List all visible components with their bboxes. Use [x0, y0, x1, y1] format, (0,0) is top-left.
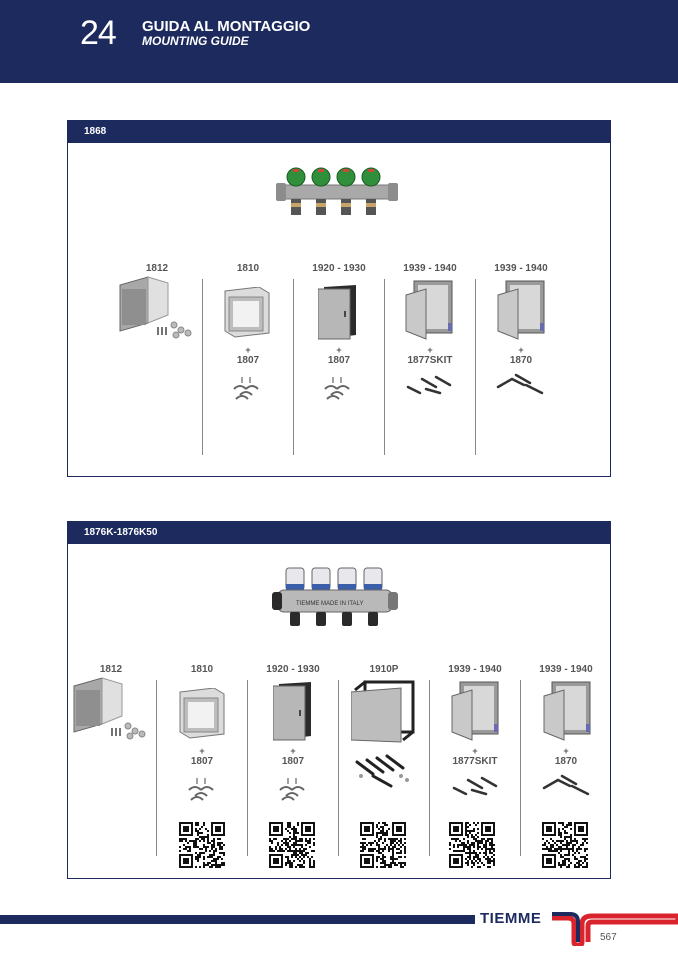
- accessory-label: 1807: [236, 355, 260, 366]
- brand-logo: TIEMME: [480, 910, 542, 927]
- page-header: [0, 0, 678, 83]
- column-label: 1939 - 1940: [539, 664, 593, 675]
- brackets-1877skit-image: [406, 375, 452, 395]
- accessory-label: 1877SKIT: [452, 756, 498, 767]
- box-1939-1940-image: [450, 680, 502, 742]
- accessory-label: 1807: [327, 355, 351, 366]
- qr-code-icon[interactable]: [179, 822, 225, 868]
- column-label: 1810: [236, 263, 260, 274]
- box-1812-image: [72, 676, 152, 742]
- column-divider: [429, 680, 430, 856]
- column-label: 1939 - 1940: [448, 664, 502, 675]
- column-label: 1812: [145, 263, 169, 274]
- qr-code-icon[interactable]: [542, 822, 588, 868]
- brackets-1807-image: [232, 375, 264, 403]
- column-divider: [338, 680, 339, 856]
- box-1920-1930-image: [318, 285, 358, 341]
- brackets-1877skit-image: [452, 776, 498, 796]
- plus-sign: +: [336, 345, 342, 355]
- box-1812-image: [118, 275, 198, 341]
- plus-sign: +: [472, 746, 478, 756]
- box-1939-1940-image: [542, 680, 594, 742]
- accessory-label: 1870: [554, 756, 578, 767]
- chapter-number: 24: [80, 14, 116, 52]
- column-label: 1812: [99, 664, 123, 675]
- accessory-label: 1807: [281, 756, 305, 767]
- box-1810-image: [223, 287, 273, 339]
- section-1868: [67, 120, 611, 477]
- brackets-1870-image: [496, 373, 546, 395]
- plus-sign: +: [245, 345, 251, 355]
- column-divider: [202, 279, 203, 455]
- plus-sign: +: [518, 345, 524, 355]
- title-italian: GUIDA AL MONTAGGIO: [142, 18, 311, 35]
- brackets-1870-image: [542, 774, 592, 796]
- brackets-1807-image: [278, 776, 310, 804]
- box-1810-image: [178, 688, 228, 740]
- accessory-label: 1807: [190, 756, 214, 767]
- accessory-label: 1870: [509, 355, 533, 366]
- qr-code-icon[interactable]: [360, 822, 406, 868]
- column-divider: [156, 680, 157, 856]
- manifold-1868-image: [276, 165, 398, 223]
- column-label: 1810: [190, 664, 214, 675]
- footer-bar: [0, 915, 475, 924]
- qr-code-icon[interactable]: [269, 822, 315, 868]
- plus-sign: +: [290, 746, 296, 756]
- fixings-1910p-image: [353, 752, 413, 788]
- column-divider: [293, 279, 294, 455]
- accessory-label: 1877SKIT: [407, 355, 453, 366]
- section-title: 1868: [68, 121, 610, 143]
- manifold-engraving: TIEMME MADE IN ITALY: [296, 601, 364, 607]
- column-label: 1920 - 1930: [312, 263, 366, 274]
- page-number: 567: [600, 932, 617, 943]
- column-label: 1939 - 1940: [494, 263, 548, 274]
- box-1910p-image: [351, 680, 417, 746]
- column-divider: [475, 279, 476, 455]
- qr-code-icon[interactable]: [449, 822, 495, 868]
- title-english: MOUNTING GUIDE: [142, 34, 249, 48]
- plus-sign: +: [427, 345, 433, 355]
- column-divider: [384, 279, 385, 455]
- plus-sign: +: [199, 746, 205, 756]
- brackets-1807-image: [187, 776, 219, 804]
- box-1939-1940-image: [404, 279, 456, 341]
- column-divider: [520, 680, 521, 856]
- brackets-1807-image: [323, 375, 355, 403]
- column-divider: [247, 680, 248, 856]
- column-label: 1910P: [369, 664, 399, 675]
- section-title: 1876K-1876K50: [68, 522, 610, 544]
- manifold-1876k-image: [272, 566, 398, 630]
- plus-sign: +: [563, 746, 569, 756]
- column-label: 1920 - 1930: [266, 664, 320, 675]
- box-1939-1940-image: [496, 279, 548, 341]
- box-1920-1930-image: [273, 682, 313, 742]
- column-label: 1939 - 1940: [403, 263, 457, 274]
- section-1876k: [67, 521, 611, 879]
